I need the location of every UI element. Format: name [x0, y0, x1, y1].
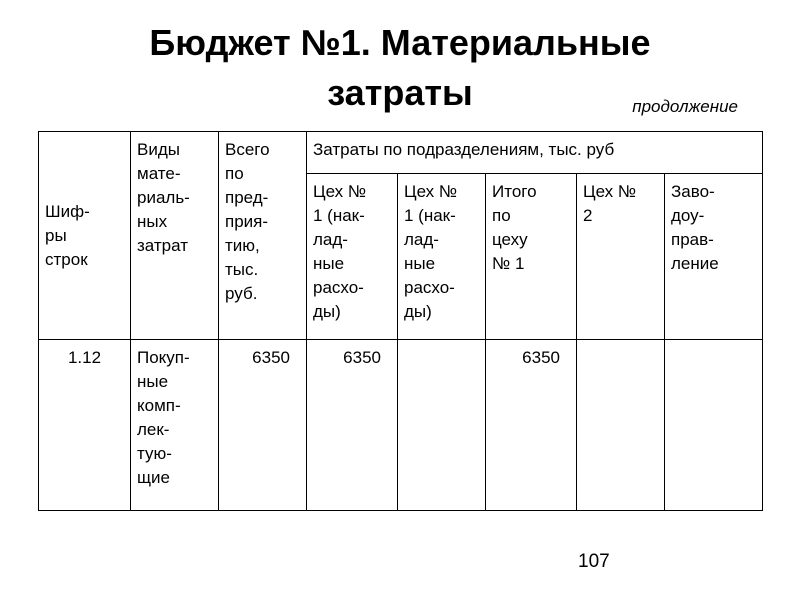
cell-shop1-overhead-a: 6350: [307, 340, 398, 511]
title-line-2: затраты: [327, 72, 473, 113]
text-line: лад-: [313, 230, 348, 249]
header-code: [39, 132, 131, 340]
text-line: по: [492, 206, 511, 225]
header-shop1-overhead-b: [398, 174, 486, 340]
text-line: лек-: [137, 420, 170, 439]
cell-total: 6350: [219, 340, 307, 511]
text-line: № 1: [492, 254, 525, 273]
header-kinds-text: [137, 138, 212, 258]
cell-code: 1.12: [39, 340, 131, 511]
text-line: тыс.: [225, 260, 259, 279]
text-line: Заво-: [671, 182, 715, 201]
cell-shop1-overhead-b: [398, 340, 486, 511]
header-shop2: [577, 174, 665, 340]
text-line: доу-: [671, 206, 705, 225]
cell-kind: [131, 340, 219, 511]
title-line-1: Бюджет №1. Материальные: [149, 22, 651, 63]
text-line: цеху: [492, 230, 528, 249]
text-line: Шиф-: [45, 201, 90, 221]
text-line: Всего: [225, 140, 270, 159]
header-total: [219, 132, 307, 340]
table-row: [39, 340, 763, 511]
text-line: ные: [404, 254, 436, 273]
text-line: пред-: [225, 188, 269, 207]
header-kinds: [131, 132, 219, 340]
text-line: 1 (нак-: [313, 206, 365, 225]
text-line: ры: [45, 225, 67, 245]
text-line: 2: [583, 206, 593, 225]
text-line: по: [225, 164, 244, 183]
cell-shop1-total: 6350: [486, 340, 577, 511]
text-line: щие: [137, 468, 170, 487]
text-line: ды): [313, 302, 341, 321]
cell-plant-mgmt: [665, 340, 763, 511]
budget-table: [38, 131, 763, 511]
page-number: 107: [578, 551, 610, 572]
header-shop1-total-text: [492, 180, 570, 276]
cell-shop2: [577, 340, 665, 511]
text-line: Покуп-: [137, 348, 190, 367]
text-line: руб.: [225, 284, 258, 303]
cell-kind-text: [137, 346, 212, 490]
header-shop1-overhead-b-text: [404, 180, 479, 324]
text-line: Цех №: [313, 182, 367, 201]
text-line: Цех №: [404, 182, 458, 201]
header-total-text: [225, 138, 300, 306]
header-shop1-total: [486, 174, 577, 340]
text-line: ление: [671, 254, 719, 273]
text-line: строк: [45, 249, 88, 269]
text-line: расхо-: [404, 278, 455, 297]
text-line: комп-: [137, 396, 181, 415]
text-line: Виды: [137, 140, 180, 159]
text-line: расхо-: [313, 278, 364, 297]
header-dept-costs: Затраты по подразделениям, тыс. руб: [307, 132, 763, 174]
text-line: лад-: [404, 230, 439, 249]
text-line: ды): [404, 302, 432, 321]
text-line: прия-: [225, 212, 269, 231]
header-shop2-text: [583, 180, 658, 228]
header-shop1-overhead-a-text: [313, 180, 391, 324]
header-plant-mgmt: [665, 174, 763, 340]
text-line: ные: [137, 372, 169, 391]
header-code-text: [45, 200, 124, 272]
continuation-note: продолжение: [632, 97, 738, 116]
text-line: прав-: [671, 230, 714, 249]
text-line: тию,: [225, 236, 260, 255]
text-line: мате-: [137, 164, 181, 183]
header-shop1-overhead-a: [307, 174, 398, 340]
text-line: ные: [313, 254, 345, 273]
text-line: затрат: [137, 236, 188, 255]
text-line: ных: [137, 212, 168, 231]
text-line: Итого: [492, 182, 537, 201]
text-line: 1 (нак-: [404, 206, 456, 225]
text-line: Цех №: [583, 182, 637, 201]
header-plant-mgmt-text: [671, 180, 756, 276]
text-line: риаль-: [137, 188, 190, 207]
text-line: тую-: [137, 444, 172, 463]
